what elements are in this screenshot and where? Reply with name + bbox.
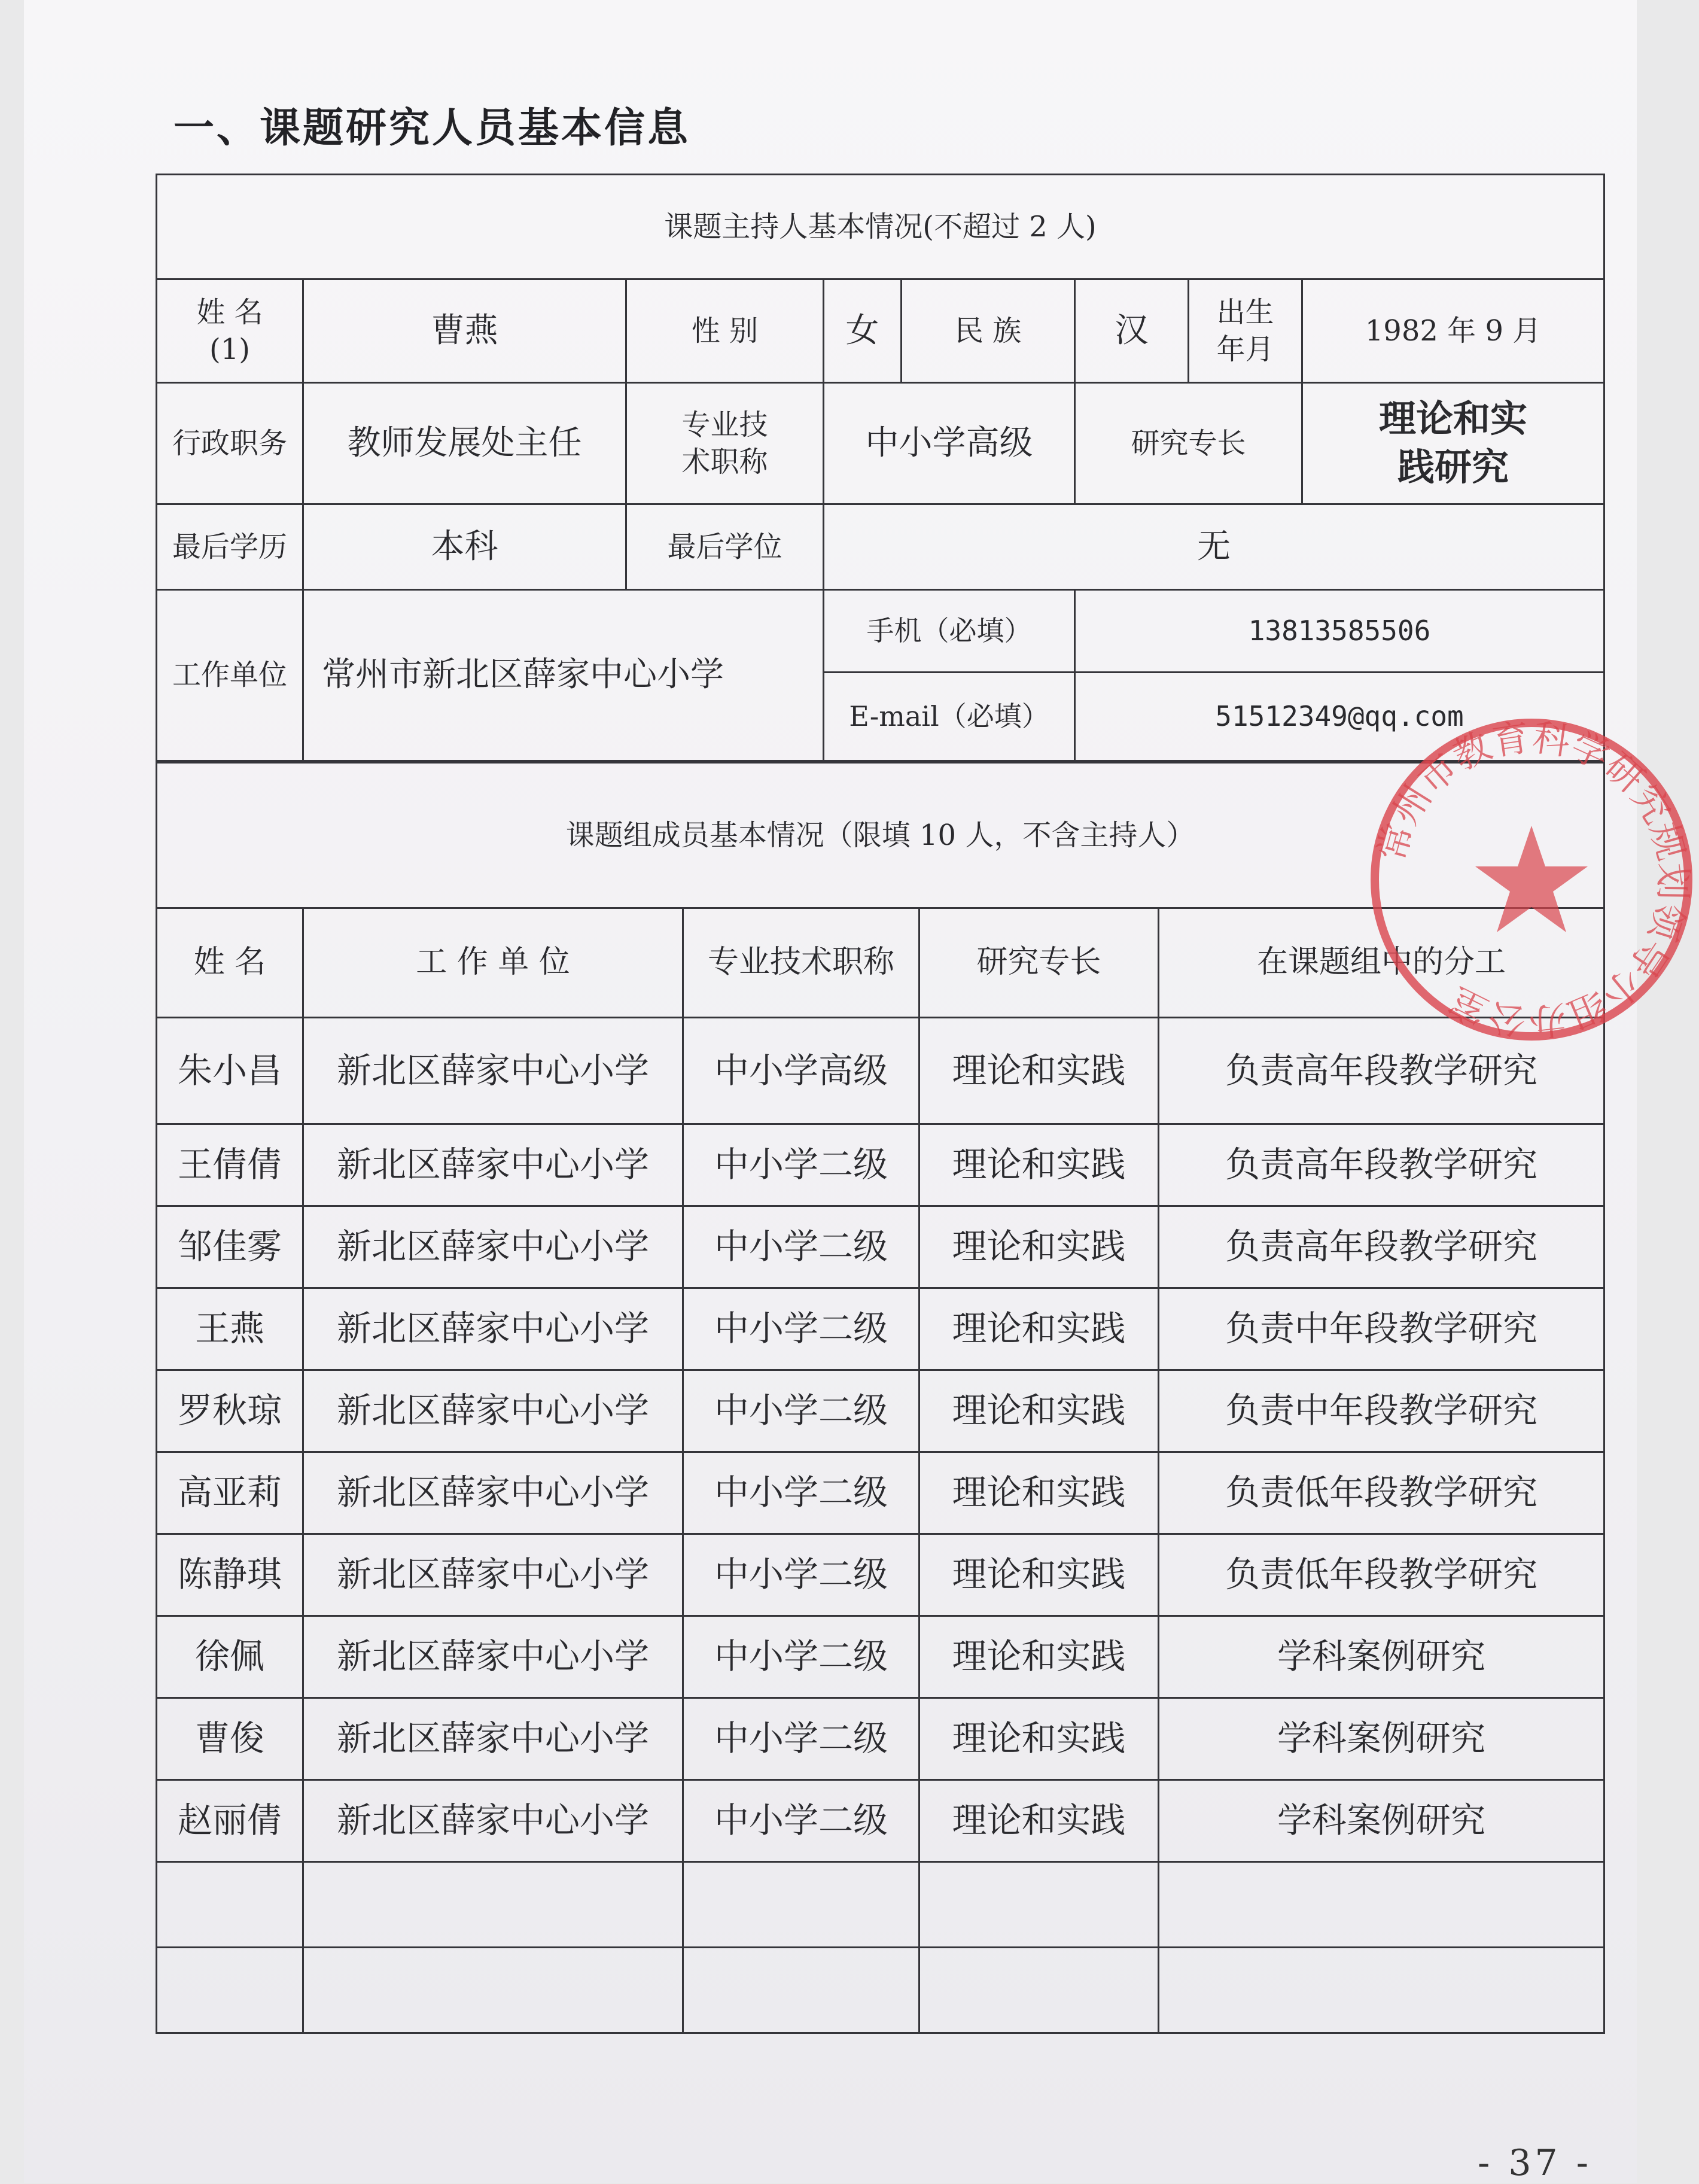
member-unit: 新北区薛家中心小学 bbox=[303, 1452, 683, 1534]
email-value: 51512349@qq.com bbox=[1075, 673, 1604, 761]
member-role: 负责中年段教学研究 bbox=[1159, 1288, 1604, 1370]
member-rows bbox=[157, 1018, 1604, 1862]
member-name: 罗秋琼 bbox=[157, 1370, 303, 1452]
member-role: 负责高年段教学研究 bbox=[1159, 1018, 1604, 1124]
members-section-title: 课题组成员基本情况（限填 10 人，不含主持人） bbox=[157, 763, 1604, 908]
member-name: 王倩倩 bbox=[157, 1124, 303, 1206]
empty-cell bbox=[1159, 1948, 1604, 2033]
ethnicity-value: 汉 bbox=[1075, 279, 1189, 383]
seal-text: 常州市教育科学研究规划领导小组办公室 bbox=[1369, 715, 1695, 1044]
member-specialty: 理论和实践 bbox=[919, 1288, 1159, 1370]
official-seal-stamp bbox=[1364, 712, 1699, 1047]
member-title: 中小学二级 bbox=[683, 1698, 919, 1780]
degree-value: 无 bbox=[824, 504, 1604, 590]
col-header-role: 在课题组中的分工 bbox=[1159, 908, 1604, 1018]
member-title: 中小学二级 bbox=[683, 1780, 919, 1862]
member-title: 中小学二级 bbox=[683, 1206, 919, 1288]
member-unit: 新北区薛家中心小学 bbox=[303, 1534, 683, 1616]
degree-label: 最后学位 bbox=[626, 504, 824, 590]
member-unit: 新北区薛家中心小学 bbox=[303, 1698, 683, 1780]
birth-label-line1: 出生 bbox=[1216, 295, 1274, 329]
empty-row bbox=[157, 1948, 1604, 2033]
member-role: 学科案例研究 bbox=[1159, 1780, 1604, 1862]
specialty-value bbox=[1302, 383, 1604, 504]
table-row bbox=[157, 1698, 1604, 1780]
empty-cell bbox=[683, 1948, 919, 2033]
member-unit: 新北区薛家中心小学 bbox=[303, 1780, 683, 1862]
empty-cell bbox=[157, 1862, 303, 1948]
empty-cell bbox=[157, 1948, 303, 2033]
host-name-value: 曹燕 bbox=[303, 279, 626, 383]
table-row bbox=[157, 1534, 1604, 1616]
title-label-line2: 术职称 bbox=[681, 445, 768, 479]
birth-label-line2: 年月 bbox=[1216, 333, 1274, 366]
member-title: 中小学二级 bbox=[683, 1124, 919, 1206]
document-page bbox=[24, 0, 1695, 2184]
specialty-value-line2: 践研究 bbox=[1397, 445, 1509, 489]
title-value: 中小学高级 bbox=[824, 383, 1075, 504]
table-row bbox=[157, 1206, 1604, 1288]
member-name: 曹俊 bbox=[157, 1698, 303, 1780]
member-name: 赵丽倩 bbox=[157, 1780, 303, 1862]
ethnicity-label: 民 族 bbox=[902, 279, 1075, 383]
table-row bbox=[157, 1288, 1604, 1370]
col-header-specialty: 研究专长 bbox=[919, 908, 1159, 1018]
gender-label: 性 别 bbox=[626, 279, 824, 383]
member-unit: 新北区薛家中心小学 bbox=[303, 1018, 683, 1124]
member-unit: 新北区薛家中心小学 bbox=[303, 1370, 683, 1452]
member-title: 中小学二级 bbox=[683, 1534, 919, 1616]
member-specialty: 理论和实践 bbox=[919, 1780, 1159, 1862]
host-name-label-line2: (1) bbox=[209, 333, 250, 366]
table-row bbox=[157, 1780, 1604, 1862]
member-specialty: 理论和实践 bbox=[919, 1616, 1159, 1698]
empty-cell bbox=[919, 1862, 1159, 1948]
member-name: 高亚莉 bbox=[157, 1452, 303, 1534]
member-unit: 新北区薛家中心小学 bbox=[303, 1206, 683, 1288]
specialty-label: 研究专长 bbox=[1075, 383, 1302, 504]
edu-value: 本科 bbox=[303, 504, 626, 590]
empty-cell bbox=[303, 1948, 683, 2033]
member-specialty: 理论和实践 bbox=[919, 1534, 1159, 1616]
empty-row bbox=[157, 1862, 1604, 1948]
member-unit: 新北区薛家中心小学 bbox=[303, 1616, 683, 1698]
member-title: 中小学二级 bbox=[683, 1288, 919, 1370]
table-row bbox=[157, 1370, 1604, 1452]
seal-star bbox=[1475, 826, 1588, 932]
member-specialty: 理论和实践 bbox=[919, 1124, 1159, 1206]
email-label: E-mail（必填） bbox=[824, 673, 1075, 761]
gender-value: 女 bbox=[824, 279, 902, 383]
admin-value: 教师发展处主任 bbox=[303, 383, 626, 504]
member-title: 中小学二级 bbox=[683, 1452, 919, 1534]
host-section-title: 课题主持人基本情况(不超过 2 人) bbox=[157, 175, 1604, 279]
member-specialty: 理论和实践 bbox=[919, 1370, 1159, 1452]
member-role: 负责低年段教学研究 bbox=[1159, 1534, 1604, 1616]
host-info-table bbox=[156, 174, 1605, 762]
birth-label bbox=[1189, 279, 1302, 383]
admin-label: 行政职务 bbox=[157, 383, 303, 504]
member-role: 学科案例研究 bbox=[1159, 1698, 1604, 1780]
table-row bbox=[157, 1452, 1604, 1534]
empty-cell bbox=[303, 1862, 683, 1948]
table-row bbox=[157, 1124, 1604, 1206]
host-name-label bbox=[157, 279, 303, 383]
table-row bbox=[157, 1616, 1604, 1698]
birth-value: 1982 年 9 月 bbox=[1302, 279, 1604, 383]
member-name: 陈静琪 bbox=[157, 1534, 303, 1616]
col-header-title: 专业技术职称 bbox=[683, 908, 919, 1018]
col-header-name: 姓 名 bbox=[157, 908, 303, 1018]
member-specialty: 理论和实践 bbox=[919, 1452, 1159, 1534]
edu-label: 最后学历 bbox=[157, 504, 303, 590]
member-specialty: 理论和实践 bbox=[919, 1206, 1159, 1288]
member-role: 负责高年段教学研究 bbox=[1159, 1124, 1604, 1206]
host-name-label-line1: 姓 名 bbox=[196, 295, 263, 329]
member-name: 朱小昌 bbox=[157, 1018, 303, 1124]
specialty-value-line1: 理论和实 bbox=[1379, 397, 1528, 441]
page-number: - 37 - bbox=[1478, 2142, 1593, 2184]
member-specialty: 理论和实践 bbox=[919, 1018, 1159, 1124]
empty-cell bbox=[919, 1948, 1159, 2033]
member-role: 学科案例研究 bbox=[1159, 1616, 1604, 1698]
empty-cell bbox=[683, 1862, 919, 1948]
title-label-line1: 专业技 bbox=[681, 407, 768, 442]
member-name: 王燕 bbox=[157, 1288, 303, 1370]
member-name: 邹佳雾 bbox=[157, 1206, 303, 1288]
member-role: 负责低年段教学研究 bbox=[1159, 1452, 1604, 1534]
member-unit: 新北区薛家中心小学 bbox=[303, 1288, 683, 1370]
section-heading: 一、课题研究人员基本信息 bbox=[173, 104, 691, 152]
unit-value: 常州市新北区薛家中心小学 bbox=[303, 590, 824, 761]
phone-label: 手机（必填） bbox=[824, 590, 1075, 673]
form-table-wrapper bbox=[156, 174, 1603, 2034]
member-specialty: 理论和实践 bbox=[919, 1698, 1159, 1780]
member-title: 中小学二级 bbox=[683, 1370, 919, 1452]
member-title: 中小学二级 bbox=[683, 1616, 919, 1698]
empty-cell bbox=[1159, 1862, 1604, 1948]
unit-label: 工作单位 bbox=[157, 590, 303, 761]
col-header-unit: 工 作 单 位 bbox=[303, 908, 683, 1018]
member-unit: 新北区薛家中心小学 bbox=[303, 1124, 683, 1206]
member-role: 负责高年段教学研究 bbox=[1159, 1206, 1604, 1288]
title-label bbox=[626, 383, 824, 504]
member-title: 中小学高级 bbox=[683, 1018, 919, 1124]
phone-value: 13813585506 bbox=[1075, 590, 1604, 673]
member-name: 徐佩 bbox=[157, 1616, 303, 1698]
member-role: 负责中年段教学研究 bbox=[1159, 1370, 1604, 1452]
